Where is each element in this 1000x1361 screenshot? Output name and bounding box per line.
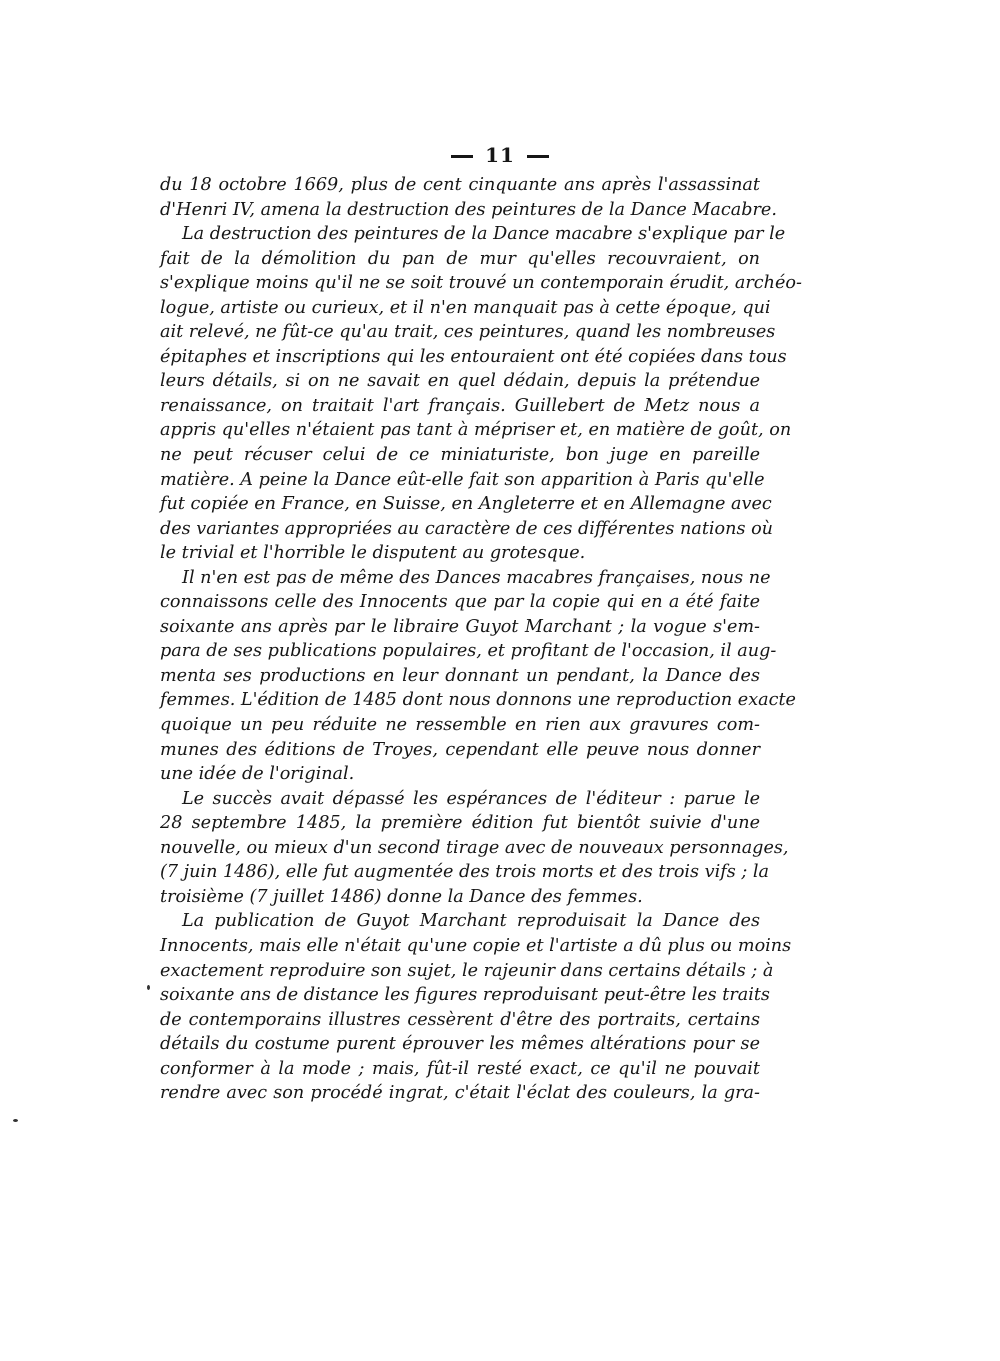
text-line: La publication de Guyot Marchant reproduisait la Dance des [182,911,760,932]
text-line: de contemporains illustres cessèrent d'être des portraits, certains [160,1009,760,1030]
text-line: soixante ans de distance les figures reproduisant peut-être les traits [160,985,770,1006]
text-line: quoique un peu réduite ne ressemble en rien aux gravures com- [160,715,760,736]
text-line: le trivial et l'horrible le disputent au grotesque. [160,543,586,564]
text-line: épitaphes et inscriptions qui les entouraient ont été copiées dans tous [160,346,787,367]
text-line: fut copiée en France, en Suisse, en Angleterre et en Allemagne avec [160,494,772,515]
text-line: (7 juin 1486), elle fut augmentée des trois morts et des trois vifs ; la [160,862,770,883]
text-line: menta ses productions en leur donnant un pendant, la Dance des [160,665,760,686]
text-line: des variantes appropriées au caractère de ces différentes nations où [160,518,774,539]
text-line: une idée de l'original. [160,764,355,785]
text-line: s'explique moins qu'il ne se soit trouvé un contemporain érudit, archéo- [160,273,802,294]
page-number-left-dash [451,155,473,158]
text-line: troisième (7 juillet 1486) donne la Dance des femmes. [160,886,643,907]
text-line: ait relevé, ne fût-ce qu'au trait, ces peintures, quand les nombreuses [160,322,776,343]
text-line: renaissance, on traitait l'art français. Guillebert de Metz nous a [160,395,760,416]
text-line: Il n'en est pas de même des Dances macabres françaises, nous ne [182,567,771,588]
text-line: femmes. L'édition de 1485 dont nous donnons une reproduction exacte [160,690,796,711]
page-number [0,143,1000,167]
text-line: conformer à la mode ; mais, fût-il resté exact, ce qu'il ne pouvait [160,1058,760,1079]
text-line: matière. A peine la Dance eût-elle fait son apparition à Paris qu'elle [160,469,765,490]
paragraph [160,787,789,910]
text-line: rendre avec son procédé ingrat, c'était l'éclat des couleurs, la gra- [160,1083,760,1104]
text-line: détails du costume purent éprouver les mêmes altérations pour se [160,1034,760,1055]
text-line: nouvelle, ou mieux d'un second tirage avec de nouveaux personnages, [160,837,789,858]
text-line: appris qu'elles n'étaient pas tant à mépriser et, en matière de goût, on [160,420,792,441]
page-number-text: 11 [485,143,515,167]
text-line: munes des éditions de Troyes, cependant elle peuve nous donner [160,739,760,760]
page-number-right-dash [527,155,549,158]
text-line: logue, artiste ou curieux, et il n'en manquait pas à cette époque, qui [160,297,771,318]
text-line: fait de la démolition du pan de mur qu'elles recouvraient, on [160,248,760,269]
text-line: connaissons celle des Innocents que par la copie qui en a été faite [160,592,760,613]
paragraph [160,173,777,222]
paragraph [160,909,792,1105]
text-line: para de ses publications populaires, et profitant de l'occasion, il aug- [160,641,777,662]
scan-speck [147,985,150,990]
scan-speck [13,1119,18,1122]
text-line: exactement reproduire son sujet, le rajeunir dans certains détails ; à [160,960,774,981]
text-line: La destruction des peintures de la Dance macabre s'explique par le [182,224,786,245]
text-line: du 18 octobre 1669, plus de cent cinquante ans après l'assassinat [160,175,760,195]
text-line: Le succès avait dépassé les espérances de l'éditeur : parue le [182,788,760,809]
text-line: soixante ans après par le libraire Guyot Marchant ; la vogue s'em- [160,616,760,637]
body-text [160,173,802,1106]
text-line: leurs détails, si on ne savait en quel dédain, depuis la prétendue [160,371,760,392]
text-line: ne peut récuser celui de ce miniaturiste, bon juge en pareille [160,445,760,466]
text-line: 28 septembre 1485, la première édition fut bientôt suivie d'une [160,813,760,834]
paragraph [160,566,796,787]
text-line: d'Henri IV, amena la destruction des peintures de la Dance Macabre. [160,199,777,220]
text-line: Innocents, mais elle n'était qu'une copie et l'artiste a dû plus ou moins [160,935,792,956]
paragraph [160,222,802,566]
